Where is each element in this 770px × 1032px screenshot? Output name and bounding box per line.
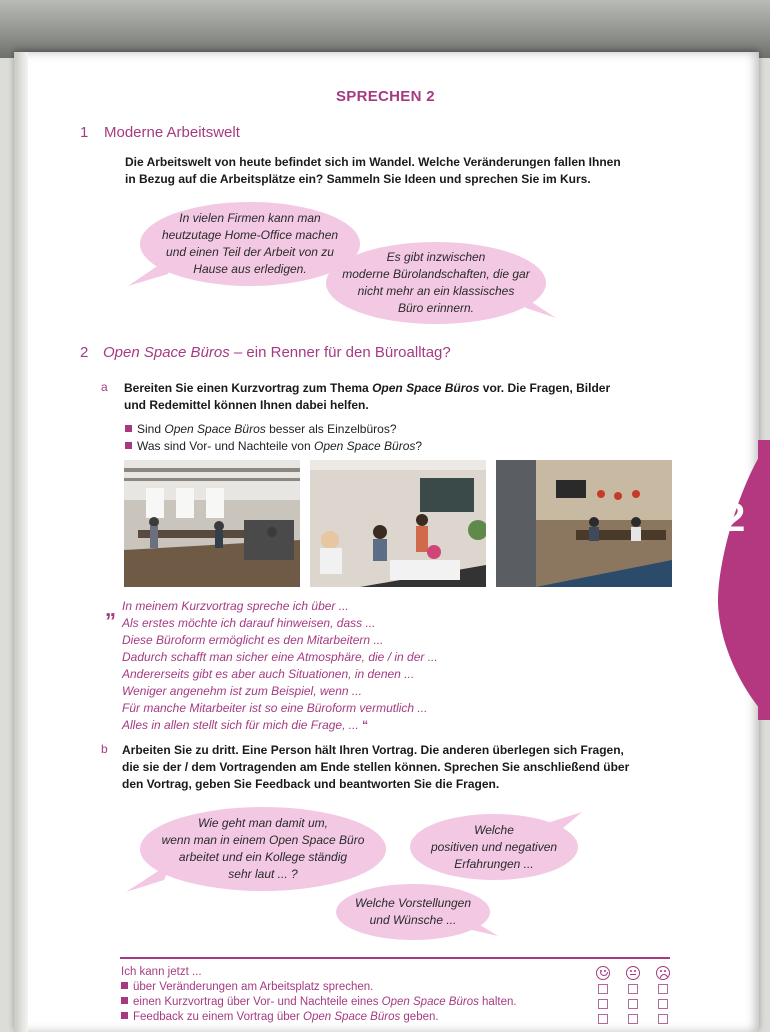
speech-bubble-buerolandschaften: [326, 242, 546, 324]
chapter-number: 2: [723, 496, 746, 540]
photo-open-office-1: [124, 460, 300, 587]
can-do-divider: [120, 957, 670, 959]
bullet-square-icon: [121, 997, 128, 1004]
self-assessment-checkbox[interactable]: [628, 999, 638, 1009]
task1-number: 1: [80, 124, 89, 141]
speech-bubble-erfahrungen: [410, 814, 578, 880]
task2a-questions: [125, 421, 422, 455]
redemittel-phrase: In meinem Kurzvortrag spreche ich über ...: [122, 599, 349, 613]
redemittel-phrase: Weniger angenehm ist zum Beispiel, wenn ...: [122, 684, 362, 698]
can-do-item-3: Feedback zu einem Vortrag über Open Space Büros geben.: [121, 1010, 591, 1025]
task2b-instruction: [122, 742, 642, 793]
self-assessment-checkbox[interactable]: [628, 1014, 638, 1024]
speech-bubble-buerolandschaften-text: Es gibt inzwischen moderne Bürolandschaften, die gar nicht mehr an ein klassisches Büro erinnern.: [342, 250, 530, 315]
page-binding-shadow: [14, 52, 28, 1032]
question-2: Was sind Vor- und Nachteile von Open Space Büros?: [125, 438, 422, 455]
task2b-letter: b: [101, 742, 108, 756]
chapter-tab: [700, 440, 770, 720]
redemittel-phrase: Für manche Mitarbeiter ist so eine Büroform vermutlich ...: [122, 701, 428, 715]
section-title: SPRECHEN 2: [336, 88, 435, 105]
redemittel-phrase: Als erstes möchte ich darauf hinweisen, dass ...: [122, 616, 376, 630]
redemittel-phrase: Andererseits gibt es aber auch Situationen, in denen ...: [122, 667, 415, 681]
speech-bubble-kollege-laut: [140, 807, 386, 891]
speech-bubble-home-office: [140, 202, 360, 286]
task1-instruction: [125, 154, 625, 188]
speech-bubble-vorstellungen-text: Welche Vorstellungen und Wünsche ...: [354, 896, 472, 927]
close-quote-mark: “: [362, 718, 369, 732]
task1-title: Moderne Arbeitswelt: [104, 124, 240, 141]
redemittel-list: [122, 598, 552, 734]
self-assessment-checkbox[interactable]: [598, 999, 608, 1009]
bullet-square-icon: [125, 442, 132, 449]
self-assessment-checkbox[interactable]: [598, 1014, 608, 1024]
task2-number: 2: [80, 344, 89, 361]
speech-bubble-vorstellungen: [336, 884, 490, 940]
can-do-list: [121, 965, 591, 1025]
task2a-line1: Bereiten Sie einen Kurzvortrag zum Thema Open Space Büros vor. Die Fragen, Bilder: [124, 381, 611, 395]
redemittel-phrase: Alles in allen stellt sich für mich die Frage, ... “: [122, 718, 369, 732]
scanner-top-edge: [0, 0, 770, 58]
smiley-neutral-icon: [626, 966, 640, 980]
task2b-line1: Arbeiten Sie zu dritt. Eine Person hält Ihren Vortrag. Die anderen überlegen sich Fragen,: [122, 743, 624, 757]
can-do-item-1: über Veränderungen am Arbeitsplatz sprechen.: [121, 980, 591, 995]
task2-title-rest: – ein Renner für den Büroalltag?: [229, 344, 451, 361]
task1-instruction-line2: in Bezug auf die Arbeitsplätze ein? Sammeln Sie Ideen und sprechen Sie im Kurs.: [125, 172, 591, 186]
task2a-line2: und Redemittel können Ihnen dabei helfen.: [124, 398, 369, 412]
speech-bubble-kollege-laut-text: Wie geht man damit um, wenn man in einem Open Space Büro arbeitet und ein Kollege ständig sehr laut ... ?: [161, 816, 365, 881]
redemittel-phrase: Dadurch schafft man sicher eine Atmosphäre, die / in der ...: [122, 650, 438, 664]
bullet-square-icon: [121, 1012, 128, 1019]
question-1: Sind Open Space Büros besser als Einzelbüros?: [125, 421, 422, 438]
bullet-square-icon: [125, 425, 132, 432]
self-assessment-checkbox[interactable]: [598, 984, 608, 994]
speech-bubble-home-office-text: In vielen Firmen kann man heutzutage Home-Office machen und einen Teil der Arbeit von zu Hause aus erledigen.: [161, 211, 339, 276]
bullet-square-icon: [121, 982, 128, 989]
smiley-happy-icon: [596, 966, 610, 980]
can-do-item-2: einen Kurzvortrag über Vor- und Nachteile eines Open Space Büros halten.: [121, 995, 591, 1010]
task2a-letter: a: [101, 380, 108, 394]
self-assessment-checkbox[interactable]: [658, 1014, 668, 1024]
task2a-instruction: [124, 380, 624, 414]
task2-title: [103, 344, 451, 361]
photo-meeting-room: [496, 460, 672, 587]
task2b-line2: die sie der / dem Vortragenden am Ende stellen können. Sprechen Sie anschließend über: [122, 760, 630, 774]
self-assessment-checkbox[interactable]: [658, 999, 668, 1009]
can-do-heading: Ich kann jetzt ...: [121, 966, 202, 978]
self-assessment-checkbox[interactable]: [658, 984, 668, 994]
redemittel-phrase: Diese Büroform ermöglicht es den Mitarbeitern ...: [122, 633, 384, 647]
open-quote-mark: „: [105, 596, 116, 621]
task2b-line3: den Vortrag, geben Sie Feedback und beantworten Sie die Fragen.: [122, 777, 500, 791]
task1-instruction-line1: Die Arbeitswelt von heute befindet sich im Wandel. Welche Veränderungen fallen Ihnen: [125, 155, 621, 169]
smiley-sad-icon: [656, 966, 670, 980]
task2-title-italic: Open Space Büros: [103, 344, 230, 361]
speech-bubble-erfahrungen-text: Welche positiven und negativen Erfahrungen ...: [430, 822, 558, 871]
photo-open-office-2: [310, 460, 486, 587]
self-assessment-checkbox[interactable]: [628, 984, 638, 994]
